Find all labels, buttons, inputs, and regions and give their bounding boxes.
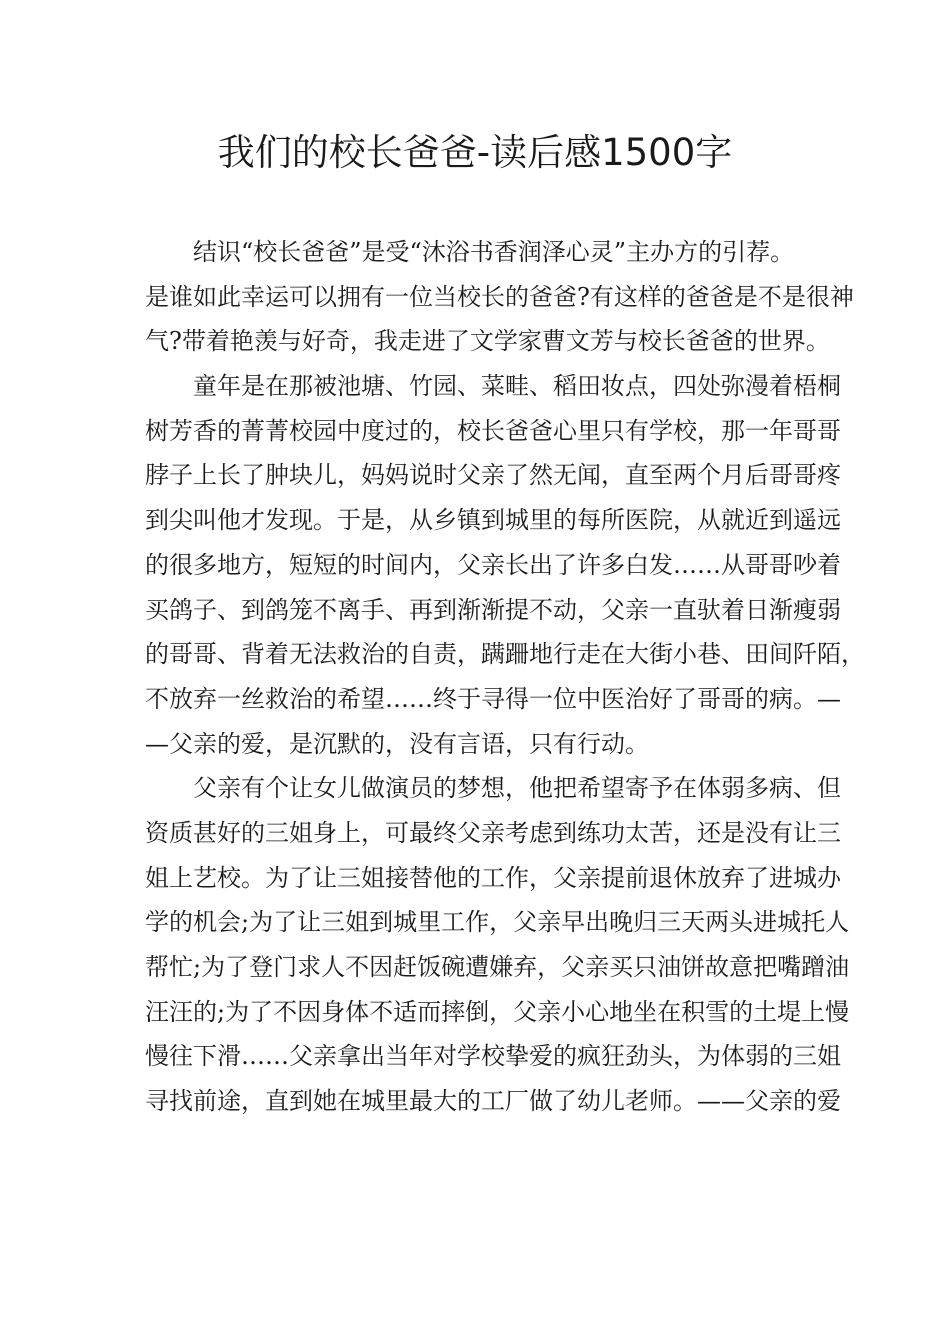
text-line: 的哥哥、背着无法救治的自责，蹒跚地行走在大街小巷、田间阡陌，	[145, 640, 865, 669]
text-line: 汪汪的;为了不因身体不适而摔倒，父亲小心地坐在积雪的土堤上慢	[145, 997, 850, 1026]
text-line: 到尖叫他才发现。于是，从乡镇到城里的每所医院，从就近到遥远	[145, 506, 841, 535]
document-title: 我们的校长爸爸-读后感1500字	[217, 131, 733, 174]
text-line: 学的机会;为了让三姐到城里工作，父亲早出晚归三天两头进城托人	[145, 908, 850, 937]
text-line: 父亲有个让女儿做演员的梦想，他把希望寄予在体弱多病、但	[193, 774, 841, 803]
text-line: 脖子上长了肿块儿，妈妈说时父亲了然无闻，直至两个月后哥哥疼	[145, 461, 841, 490]
text-line: 寻找前途，直到她在城里最大的工厂做了幼儿老师。——父亲的爱	[145, 1087, 841, 1116]
text-line: 树芳香的菁菁校园中度过的，校长爸爸心里只有学校，那一年哥哥	[145, 416, 841, 445]
text-line: 气?带着艳羡与好奇，我走进了文学家曹文芳与校长爸爸的世界。	[145, 327, 830, 356]
text-line: 买鸽子、到鸽笼不离手、再到渐渐提不动，父亲一直驮着日渐瘦弱	[145, 595, 841, 624]
text-line: 是谁如此幸运可以拥有一位当校长的爸爸?有这样的爸爸是不是很神	[145, 282, 854, 311]
text-line: 不放弃一丝救治的希望……终于寻得一位中医治好了哥哥的病。—	[145, 684, 841, 713]
text-line: 姐上艺校。为了让三姐接替他的工作，父亲提前退休放弃了进城办	[145, 863, 841, 892]
text-line: 帮忙;为了登门求人不因赶饭碗遭嫌弃，父亲买只油饼故意把嘴蹭油	[145, 953, 850, 981]
text-line: 慢往下滑……父亲拿出当年对学校挚爱的疯狂劲头，为体弱的三姐	[145, 1042, 841, 1071]
text-line: 童年是在那被池塘、竹园、菜畦、稻田妆点，四处弥漫着梧桐	[193, 372, 841, 401]
text-line: —父亲的爱，是沉默的，没有言语，只有行动。	[145, 729, 649, 758]
document-body	[145, 230, 865, 1124]
text-line: 的很多地方，短短的时间内，父亲长出了许多白发……从哥哥吵着	[145, 550, 841, 579]
text-line: 结识“校长爸爸”是受“沐浴书香润泽心灵”主办方的引荐。	[193, 238, 795, 266]
text-line: 资质甚好的三姐身上，可最终父亲考虑到练功太苦，还是没有让三	[145, 818, 841, 847]
